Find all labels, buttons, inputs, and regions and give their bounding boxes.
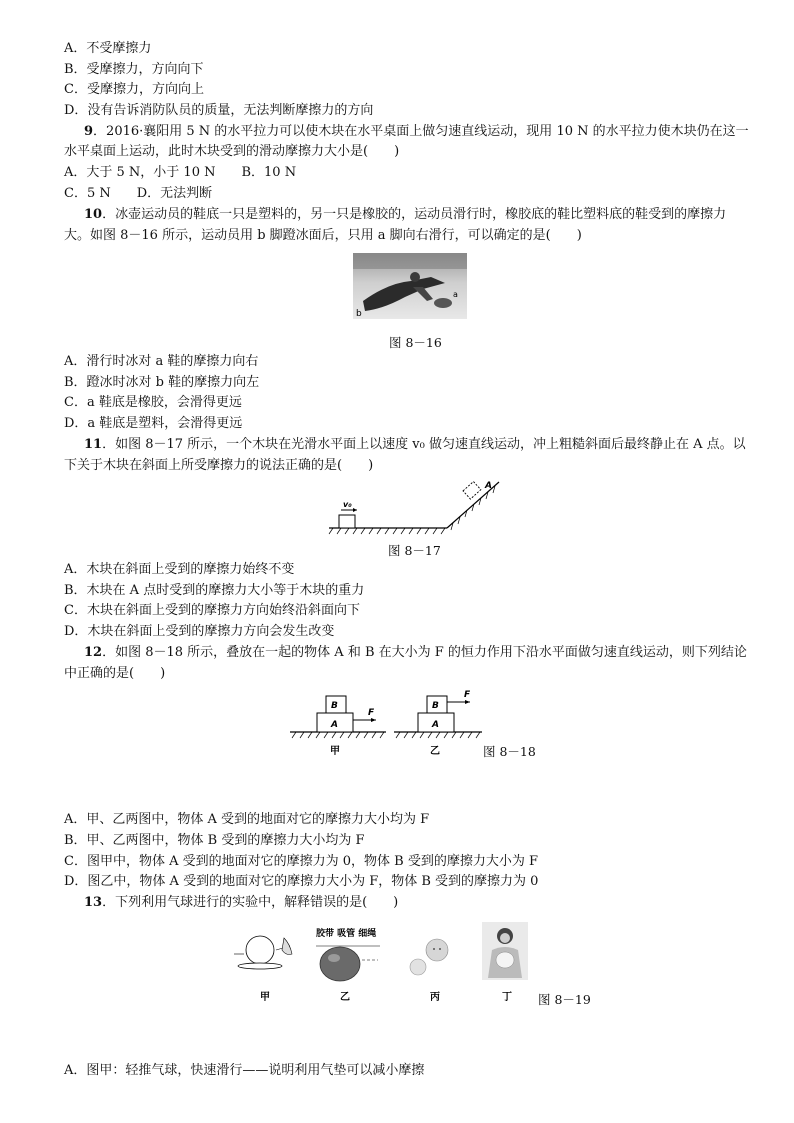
q10-option-c: C．a 鞋底是橡胶，会滑得更远 bbox=[64, 395, 242, 410]
figure-label-bing: 丙 bbox=[430, 992, 440, 1003]
q8-option-b: B．受摩擦力，方向向下 bbox=[64, 62, 204, 77]
q11-number: 11 bbox=[84, 437, 103, 452]
figure-8-18-caption: 图 8－18 bbox=[483, 744, 536, 759]
left-figure-label: 甲 bbox=[330, 746, 340, 757]
q10-option-a: A．滑行时冰对 a 鞋的摩擦力向右 bbox=[64, 354, 259, 369]
q10-stem-line1 bbox=[84, 205, 726, 225]
photo-label-a: a bbox=[453, 290, 458, 299]
q11-option-d: D．木块在斜面上受到的摩擦力方向会发生改变 bbox=[64, 624, 335, 639]
right-force-label: F bbox=[464, 690, 471, 700]
q9-options-cd: C．5 N D．无法判断 bbox=[64, 186, 213, 201]
q10-option-b: B．蹬冰时冰对 b 鞋的摩擦力向左 bbox=[64, 375, 260, 390]
q9-text1: ．2016·襄阳用 5 N 的水平拉力可以使木块在水平桌面上做匀速直线运动，现用 10 N 的水平拉力使木块仍在这一 bbox=[93, 124, 749, 139]
q12-number: 12 bbox=[84, 645, 103, 660]
q10-text1: ．冰壶运动员的鞋底一只是塑料的，另一只是橡胶的，运动员滑行时，橡胶底的鞋比塑料底的鞋受到的摩擦力 bbox=[102, 207, 727, 222]
q11-option-a: A．木块在斜面上受到的摩擦力始终不变 bbox=[64, 562, 295, 577]
q13-text1: ．下列利用气球进行的实验中，解释错误的是( ) bbox=[102, 895, 399, 910]
q11-text1: ．如图 8－17 所示，一个木块在光滑水平面上以速度 v₀ 做匀速直线运动，冲上粗糙斜面后最终静止在 A 点。以 bbox=[102, 437, 746, 452]
velocity-label: v₀ bbox=[343, 500, 352, 509]
figure-8-16-caption: 图 8－16 bbox=[389, 335, 442, 350]
q8-option-c: C．受摩擦力，方向向上 bbox=[64, 82, 204, 97]
figure-label-jia: 甲 bbox=[260, 992, 270, 1003]
figure-label-yi: 乙 bbox=[340, 992, 350, 1003]
balloon-hovercraft-sketch bbox=[234, 936, 292, 969]
q10-number: 10 bbox=[84, 207, 103, 222]
q9-stem-line2: 水平桌面上运动，此时木块受到的滑动摩擦力大小是( ) bbox=[64, 144, 400, 159]
left-block-b-label: B bbox=[331, 701, 338, 711]
photo-label-b: b bbox=[356, 309, 362, 319]
q8-option-a: A．不受摩擦力 bbox=[64, 41, 152, 56]
right-block-a-label: A bbox=[432, 720, 439, 730]
left-block-a-label: A bbox=[331, 720, 338, 730]
q9-options-ab: A．大于 5 N，小于 10 N B．10 N bbox=[64, 165, 297, 180]
incline-diagram bbox=[325, 474, 505, 536]
figure-8-17 bbox=[325, 474, 505, 536]
q12-stem-line1 bbox=[84, 643, 747, 663]
q10-stem-line2: 大。如图 8－16 所示，运动员用 b 脚蹬冰面后，只用 a 脚向右滑行，可以确定的是( ) bbox=[64, 228, 582, 243]
q13-option-a: A．图甲：轻推气球，快速滑行——说明利用气垫可以减小摩擦 bbox=[64, 1063, 425, 1078]
curling-photo bbox=[353, 253, 467, 319]
q12-option-d: D．图乙中，物体 A 受到的地面对它的摩擦力大小为 F，物体 B 受到的摩擦力为 0 bbox=[64, 874, 539, 889]
point-a-label: A bbox=[485, 481, 492, 491]
q9-number: 9 bbox=[84, 124, 94, 139]
q9-stem-line1 bbox=[84, 122, 749, 142]
q12-stem-line2: 中正确的是( ) bbox=[64, 666, 166, 681]
q11-stem-line2: 下关于木块在斜面上所受摩擦力的说法正确的是( ) bbox=[64, 458, 374, 473]
curling-photo-svg bbox=[353, 253, 467, 319]
left-force-label: F bbox=[368, 708, 375, 718]
q13-stem bbox=[84, 893, 398, 913]
tape-straw-string-label: 胶带 吸管 细绳 bbox=[316, 929, 377, 939]
q12-option-b: B．甲、乙两图中，物体 B 受到的摩擦力大小均为 F bbox=[64, 833, 365, 848]
q11-option-c: C．木块在斜面上受到的摩擦力方向始终沿斜面向下 bbox=[64, 603, 360, 618]
q11-option-b: B．木块在 A 点时受到的摩擦力大小等于木块的重力 bbox=[64, 583, 365, 598]
q12-option-a: A．甲、乙两图中，物体 A 受到的地面对它的摩擦力大小均为 F bbox=[64, 812, 430, 827]
q10-option-d: D．a 鞋底是塑料，会滑得更远 bbox=[64, 416, 243, 431]
figure-8-17-caption: 图 8－17 bbox=[388, 543, 441, 558]
figure-label-ding: 丁 bbox=[502, 992, 512, 1003]
right-figure-label: 乙 bbox=[430, 746, 440, 757]
q8-option-d: D．没有告诉消防队员的质量，无法判断摩擦力的方向 bbox=[64, 103, 374, 118]
q12-text1: ．如图 8－18 所示，叠放在一起的物体 A 和 B 在大小为 F 的恒力作用下沿水平面做匀速直线运动，则下列结论 bbox=[102, 645, 747, 660]
q11-stem-line1 bbox=[84, 435, 746, 455]
q13-number: 13 bbox=[84, 895, 103, 910]
right-block-b-label: B bbox=[432, 701, 439, 711]
figure-8-19-caption: 图 8－19 bbox=[538, 992, 591, 1007]
q12-option-c: C．图甲中，物体 A 受到的地面对它的摩擦力为 0，物体 B 受到的摩擦力大小为 F bbox=[64, 854, 538, 869]
